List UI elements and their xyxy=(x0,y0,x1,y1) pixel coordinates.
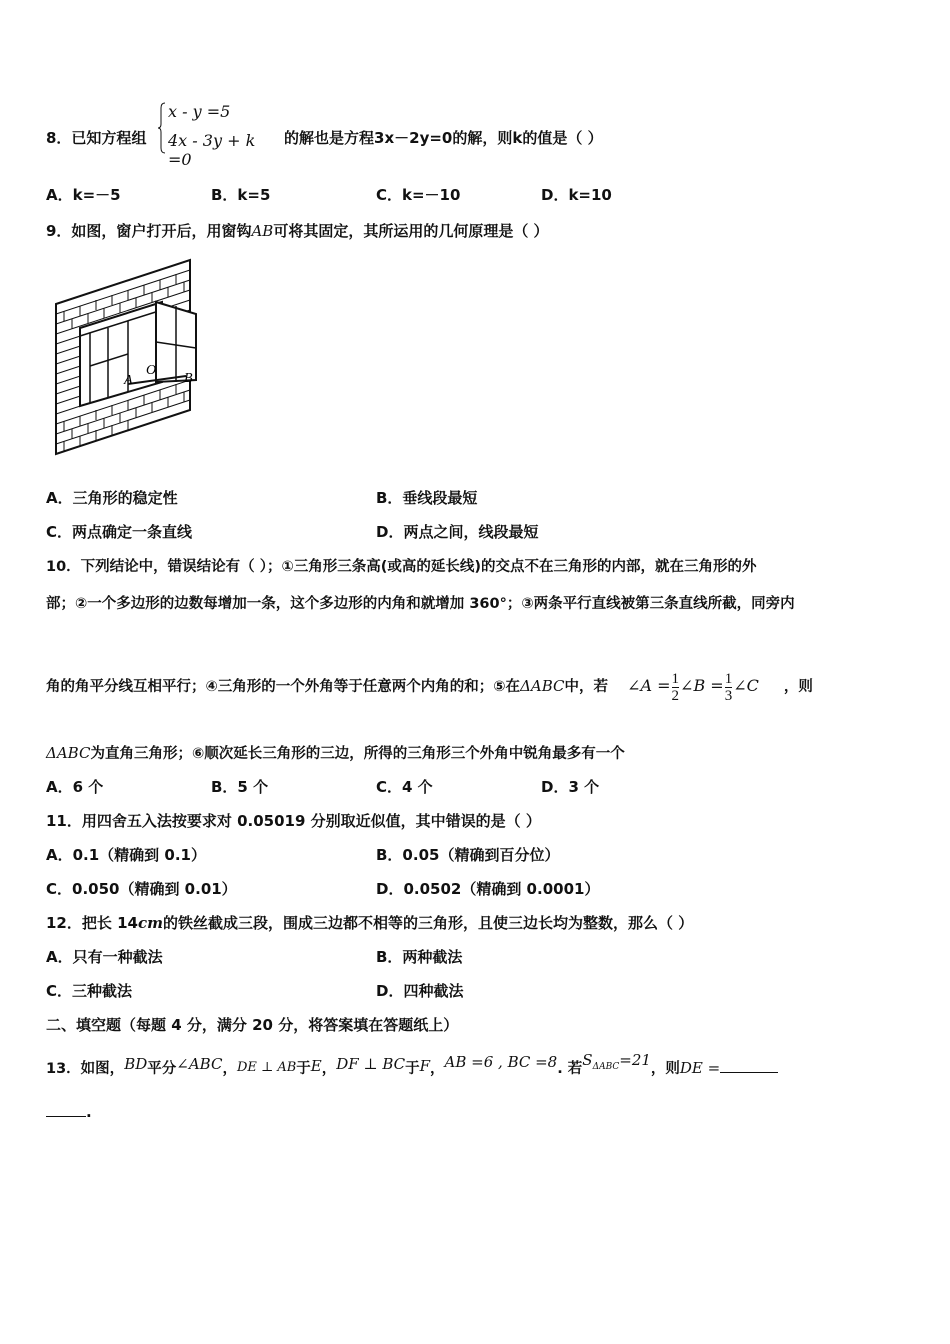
q13-prefix: 13．如图， xyxy=(46,1061,125,1077)
q8-eq3: 3x－2y=0 xyxy=(374,129,453,147)
figure-label-a: A xyxy=(124,373,133,388)
q10-line4-text: 为直角三角形；⑥顺次延长三角形的三边，所得的三角形三个外角中锐角最多有一个 xyxy=(90,746,625,762)
section-2-heading: 二、填空题（每题 4 分，满分 20 分，将答案填在答题纸上） xyxy=(46,1016,459,1034)
q13-comma1: ， xyxy=(222,1061,237,1077)
q8-equation-system xyxy=(158,100,278,169)
q13-area-value: =21 xyxy=(619,1051,651,1069)
q13-tail: . xyxy=(86,1103,92,1121)
q9-option-a[interactable]: A．三角形的稳定性 xyxy=(46,489,178,507)
q12-option-b[interactable]: B．两种截法 xyxy=(376,948,463,966)
q8-option-b[interactable]: B．k=5 xyxy=(211,186,271,204)
q10-option-d[interactable]: D．3 个 xyxy=(541,778,600,796)
q13-de-ab: DE ⊥ AB xyxy=(236,1060,297,1075)
q10-option-b[interactable]: B．5 个 xyxy=(211,778,269,796)
q9-stem xyxy=(46,221,549,241)
q10-option-a[interactable]: A．6 个 xyxy=(46,778,104,796)
q10-line3-a: 角的角平分线互相平行；④三角形的一个外角等于任意两个内角的和；⑤在 xyxy=(46,679,521,695)
q10-angle-a: ∠A = xyxy=(627,676,671,695)
q8-option-a[interactable]: A．k=－5 xyxy=(46,186,121,204)
q13-answer-blank-cont[interactable] xyxy=(46,1116,86,1117)
q8-stem-rest xyxy=(284,128,603,148)
q13-de: DE = xyxy=(679,1059,721,1077)
q13-df-bc: DF ⊥ BC xyxy=(336,1055,406,1073)
q10-line3-b: 中，若 xyxy=(564,679,609,695)
q13-area-sub: ΔABC xyxy=(592,1062,620,1072)
q8-var: k xyxy=(512,129,523,147)
q8-eq2: 4x - 3y + k =0 xyxy=(168,131,256,169)
figure-label-o: O xyxy=(146,363,157,378)
q13-bd: BD xyxy=(124,1055,148,1073)
window-figure xyxy=(50,258,200,458)
q13-angle-abc: ∠ABC xyxy=(176,1055,223,1073)
q10-line3 xyxy=(46,662,813,710)
q8-option-c[interactable]: C．k=－10 xyxy=(376,186,461,204)
q12-stem-a: 12．把长 14 xyxy=(46,914,138,932)
q10-angle-c: ∠C xyxy=(733,676,759,695)
q11-option-d[interactable]: D．0.0502（精确到 0.0001） xyxy=(376,880,600,898)
q9-option-d[interactable]: D．两点之间，线段最短 xyxy=(376,523,539,541)
q12-option-a[interactable]: A．只有一种截法 xyxy=(46,948,163,966)
q13-lengths: AB =6 , BC =8 xyxy=(444,1053,558,1071)
q8-suffix-c: 的值是（ ） xyxy=(522,129,603,147)
q8-suffix-b: 的解，则 xyxy=(452,129,513,147)
q13-f: F xyxy=(419,1057,431,1075)
q11-option-a[interactable]: A．0.1（精确到 0.1） xyxy=(46,846,206,864)
q9-option-c[interactable]: C．两点确定一条直线 xyxy=(46,523,193,541)
q10-abc: ΔABC xyxy=(520,677,565,695)
q10-line4 xyxy=(46,743,625,764)
q10-line2: 部；②一个多边形的边数每增加一条，这个多边形的内角和就增加 360°；③两条平行直线被第三条直线所截，同旁内 xyxy=(46,596,795,612)
q12-option-c[interactable]: C．三种截法 xyxy=(46,982,133,1000)
q12-stem-b: 的铁丝截成三段，围成三边都不相等的三角形，且使三边长均为整数，那么（ ） xyxy=(163,914,694,932)
q13-e: E xyxy=(310,1057,322,1075)
q12-stem xyxy=(46,913,693,933)
q8-suffix-a: 的解也是方程 xyxy=(284,129,375,147)
q10-angle-b: ∠B = xyxy=(680,676,724,695)
q13-comma3: ， xyxy=(430,1061,445,1077)
q11-stem: 11．用四舍五入法按要求对 0.05019 分别取近似值，其中错误的是（ ） xyxy=(46,812,541,830)
figure-label-b: B xyxy=(184,371,193,386)
q13-comma2: ， xyxy=(321,1061,337,1077)
q10-option-c[interactable]: C．4 个 xyxy=(376,778,433,796)
q10-line3-c: ，则 xyxy=(783,679,813,695)
q10-abc2: ΔABC xyxy=(46,744,91,762)
q13-t2: 于 xyxy=(296,1061,311,1077)
q13-stem xyxy=(46,1040,778,1080)
q12-unit: cm xyxy=(137,914,163,932)
q8-option-d[interactable]: D．k=10 xyxy=(541,186,612,204)
q11-option-b[interactable]: B．0.05（精确到百分位） xyxy=(376,846,560,864)
q13-t5: ，则 xyxy=(650,1061,680,1077)
q9-stem-a: 9．如图，窗户打开后，用窗钩 xyxy=(46,222,252,240)
q9-option-b[interactable]: B．垂线段最短 xyxy=(376,489,478,507)
q8-eq1: x - y =5 xyxy=(168,102,231,121)
q13-continuation xyxy=(46,1102,92,1122)
q13-t3: 于 xyxy=(405,1061,420,1077)
q13-answer-blank[interactable] xyxy=(720,1072,778,1073)
left-brace-icon xyxy=(158,102,166,154)
q13-area-s: S xyxy=(582,1051,593,1069)
q8-prefix: 8．已知方程组 xyxy=(46,129,147,147)
q10-frac-third: $\frac{1}{3}$ xyxy=(724,670,733,704)
q13-t4: . 若 xyxy=(557,1061,583,1077)
q9-ab: AB xyxy=(251,222,274,240)
q11-option-c[interactable]: C．0.050（精确到 0.01） xyxy=(46,880,237,898)
q10-frac-half: $\frac{1}{2}$ xyxy=(671,670,680,704)
q8-stem xyxy=(46,128,146,148)
q9-stem-b: 可将其固定，其所运用的几何原理是（ ） xyxy=(273,222,549,240)
q12-option-d[interactable]: D．四种截法 xyxy=(376,982,464,1000)
q10-line1: 10．下列结论中，错误结论有（ ）；①三角形三条高(或高的延长线)的交点不在三角形的内部，就在三角形的外 xyxy=(46,559,757,575)
q13-t1: 平分 xyxy=(147,1061,177,1077)
